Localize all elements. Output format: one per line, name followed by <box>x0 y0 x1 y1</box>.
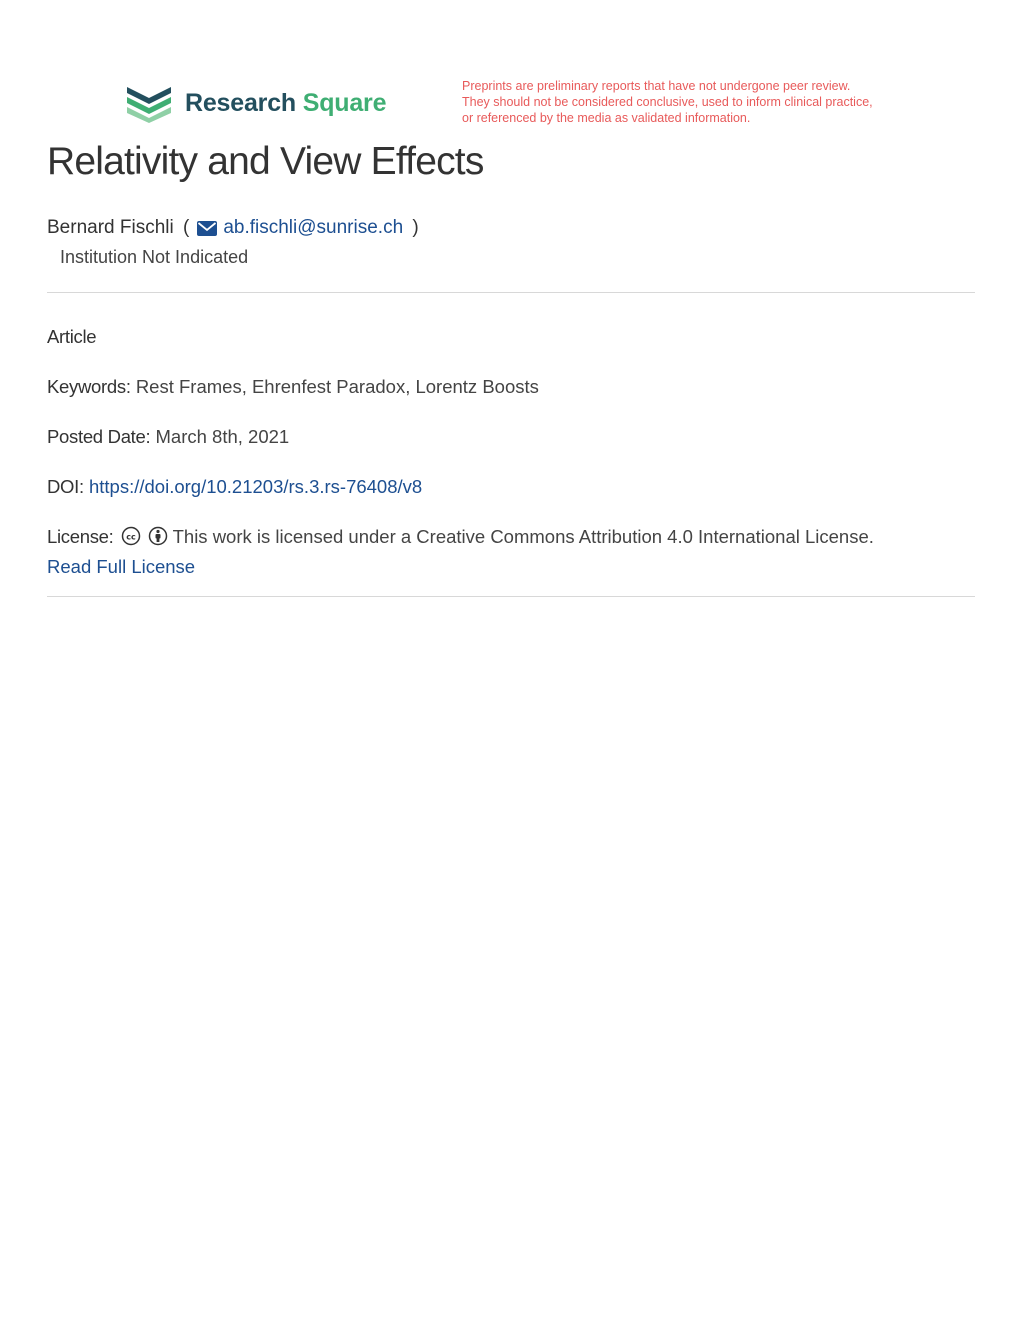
license-row <box>47 526 874 548</box>
posted-date-label: Posted Date: <box>47 426 151 447</box>
article-type <box>47 326 96 348</box>
disclaimer-line: or referenced by the media as validated information. <box>462 111 751 125</box>
paper-title: Relativity and View Effects <box>47 140 484 183</box>
author-line <box>47 217 423 239</box>
doi-link[interactable]: https://doi.org/10.21203/rs.3.rs-76408/v8 <box>88 476 423 497</box>
open-paren: ( <box>177 217 190 238</box>
research-square-logo-icon <box>125 83 173 123</box>
keywords-label: Keywords: <box>47 376 131 397</box>
creative-commons-icon <box>121 526 141 546</box>
author-institution: Institution Not Indicated <box>60 247 249 267</box>
read-full-license-link[interactable]: Read Full License <box>47 556 196 577</box>
license-label: License: <box>47 526 114 547</box>
author-name: Bernard Fischli <box>47 217 174 238</box>
keywords-value: Rest Frames, Ehrenfest Paradox, Lorentz Boosts <box>135 376 539 397</box>
keywords-row <box>47 376 539 398</box>
close-paren: ) <box>407 217 419 238</box>
disclaimer-line: Preprints are preliminary reports that have not undergone peer review. <box>462 79 851 93</box>
svg-text:cc: cc <box>125 532 136 542</box>
divider-bottom <box>47 596 975 597</box>
author-email-link[interactable]: ab.fischli@sunrise.ch <box>223 217 404 238</box>
envelope-icon <box>197 221 217 236</box>
posted-date-value: March 8th, 2021 <box>155 426 290 447</box>
doi-row <box>47 476 422 498</box>
preprint-disclaimer <box>462 78 932 126</box>
attribution-icon <box>148 526 168 546</box>
doi-label: DOI: <box>47 476 84 497</box>
article-type-label: Article <box>47 326 97 347</box>
posted-date-row <box>47 426 289 448</box>
logo-wordmark: Research Square <box>185 88 387 117</box>
research-square-logo[interactable] <box>125 83 386 123</box>
disclaimer-line: They should not be considered conclusive, used to inform clinical practice, <box>462 95 873 109</box>
divider-top <box>47 292 975 293</box>
license-text: This work is licensed under a Creative Commons Attribution 4.0 International License. <box>172 526 874 547</box>
license-link-row <box>47 556 195 578</box>
